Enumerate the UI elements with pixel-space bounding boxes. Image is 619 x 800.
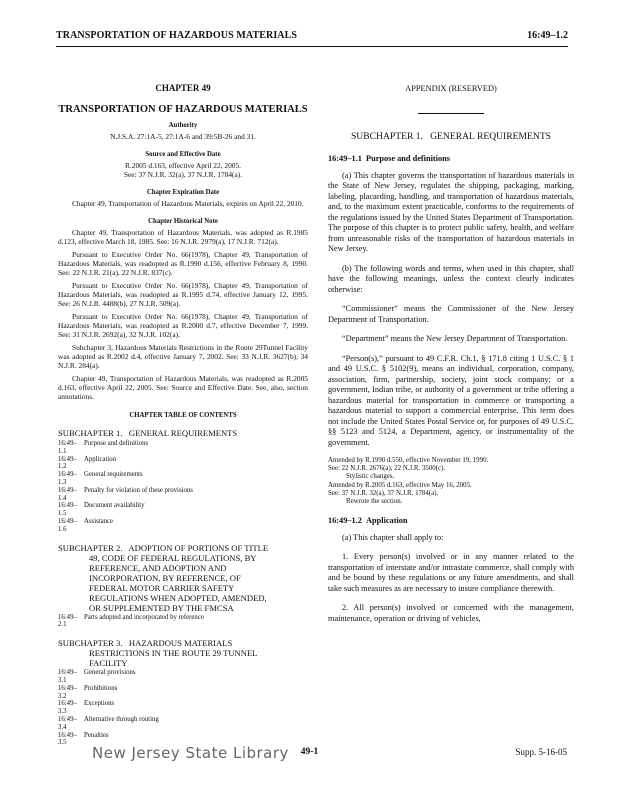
- chapter-number: CHAPTER 49: [155, 83, 211, 93]
- definition-person: “Person(s),” pursuant to 49 C.F.R. Ch.1, § 171.8 citing 1 U.S.C. § 1 and 49 U.S.C. § 5102(9), means an individual, corporation, company, association, firm, partnership, society, joint stock company; or a government, Indian tribe, or authority of a government or tribe offering a hazardous material for transportation in commerce or transporting a hazardous material to support a commercial enterprise. This term does not include the United States Postal Service or, for purposes of 49 U.S.C. §§ 5123 and 5124, a Department, agency, or instrumentality of the government.: [328, 353, 574, 447]
- section-title: Application: [366, 516, 408, 526]
- running-header-title: TRANSPORTATION OF HAZARDOUS MATERIALS: [56, 30, 298, 41]
- toc-entry[interactable]: [58, 502, 308, 518]
- toc-subchapter-2-line: OR SUPPLEMENTED BY THE FMCSA: [89, 602, 234, 613]
- running-header: [56, 30, 568, 44]
- toc-subchapter-3: [58, 638, 308, 668]
- paragraph-2a: (a) This chapter shall apply to:: [342, 532, 444, 542]
- toc-subchapter-3-line: SUBCHAPTER 3. HAZARDOUS MATERIALS: [58, 638, 233, 649]
- toc-subchapter-3-list: [58, 669, 308, 747]
- toc-entry-number: 16:49–1.5: [58, 502, 77, 518]
- toc-entry-title: Alternative through routing: [84, 715, 159, 723]
- toc-entry-title: Document availability: [84, 502, 145, 510]
- history-note: Pursuant to Executive Order No. 66(1978), Chapter 49, Transportation of Hazardous Materials, was readopted as R.1990 d.156, effective February 8, 1990. See: 22 N.J.R. 21(a), 22 N.J.R. 837(c).: [58, 250, 308, 277]
- toc-heading: CHAPTER TABLE OF CONTENTS: [129, 412, 237, 419]
- toc-subchapter-1-list: [58, 440, 308, 534]
- section-heading: [328, 154, 574, 165]
- library-watermark-logo: New Jersey State Library: [92, 744, 289, 762]
- toc-subchapter-2-line: 49, CODE OF FEDERAL REGULATIONS, BY: [89, 552, 257, 563]
- toc-entry[interactable]: [58, 614, 308, 630]
- toc-entry-title: Application: [84, 455, 117, 463]
- section-heading: [328, 516, 574, 527]
- authority-text: N.J.S.A. 27:1A-5, 27:1A-6 and 39:5B-26 and 31.: [110, 132, 256, 141]
- amendment-note: See: 37 N.J.R. 32(a), 37 N.J.R. 1784(a).: [328, 489, 439, 497]
- expiration-text: Chapter 49, Transportation of Hazardous Materials, expires on April 22, 2010.: [72, 199, 304, 208]
- toc-subchapter-1: SUBCHAPTER 1. GENERAL REQUIREMENTS: [58, 428, 238, 438]
- paragraph-a: (a) This chapter governs the transportation of hazardous materials in the State of New Jersey, regulates the shipping, packaging, marking, labeling, placarding, handling, and transportation of hazardous materials, and, to the maximum extent practicable, conforms to the requirements of the regulations issued by the United States Department of Transportation. The purpose of this chapter is to protect public safety, health, and welfare from unreasonable risks of the transportation of hazardous materials in New Jersey.: [328, 170, 574, 253]
- toc-entry-number: 16:49–1.4: [58, 486, 77, 502]
- toc-entry[interactable]: [58, 471, 308, 487]
- chapter-title: TRANSPORTATION OF HAZARDOUS MATERIALS: [58, 104, 308, 115]
- page-number: 49-1: [300, 747, 319, 757]
- toc-subchapter-2-line: REFERENCE, AND ADOPTION AND: [89, 562, 227, 573]
- history-note: Chapter 49, Transportation of Hazardous Materials, was readopted as R.2005 d.163, effective April 22, 2005. See: Source and Effective Date. See, also, section annotations.: [58, 374, 308, 401]
- authority-heading: Authority: [168, 122, 198, 129]
- expiration-heading: Chapter Expiration Date: [146, 189, 220, 196]
- appendix-heading: APPENDIX (RESERVED): [405, 84, 497, 93]
- toc-subchapter-3-line: FACILITY: [89, 658, 128, 669]
- history-heading: Chapter Historical Note: [148, 218, 218, 225]
- toc-entry-number: 16:49–3.5: [58, 731, 77, 747]
- amendment-note: Rewrote the section.: [346, 498, 403, 506]
- toc-entry[interactable]: [58, 669, 308, 685]
- toc-entry-title: Prohibitions: [84, 684, 118, 692]
- toc-entry-title: Penalties: [84, 731, 109, 739]
- toc-entry-number: 16:49–1.3: [58, 471, 77, 486]
- definition-commissioner: “Commissioner” means the Commissioner of the New Jersey Department of Transportation.: [328, 304, 574, 324]
- toc-entry[interactable]: [58, 700, 308, 716]
- toc-entry-title: General requirements: [84, 471, 143, 479]
- source-heading: Source and Effective Date: [145, 151, 221, 158]
- toc-subchapter-2-line: FEDERAL MOTOR CARRIER SAFETY: [89, 582, 235, 593]
- toc-subchapter-2-line: INCORPORATION, BY REFERENCE, OF: [89, 572, 241, 583]
- amendment-note: Stylistic changes.: [346, 473, 395, 481]
- section-number: 16:49–1.2: [328, 516, 362, 526]
- history-note: Subchapter 3, Hazardous Materials Restrictions in the Route 29Tunnel Facility was adopted as R.2002 d.4, effective January 7, 2002. See: 33 N.J.R. 3627(b), 34 N.J.R. 284(a).: [58, 343, 308, 370]
- right-column: [328, 84, 574, 633]
- amendment-note: See: 22 N.J.R. 2676(a), 22 N.J.R. 3500(c).: [328, 465, 446, 473]
- toc-subchapter-2-line: REGULATIONS WHEN ADOPTED, AMENDED,: [89, 592, 267, 603]
- amendment-note: Amended by R.2005 d.163, effective May 16, 2005.: [328, 481, 472, 489]
- toc-subchapter-2-line: SUBCHAPTER 2. ADOPTION OF PORTIONS OF TITLE: [58, 542, 269, 553]
- running-header-section: 16:49–1.2: [527, 30, 568, 41]
- toc-entry-number: 16:49–3.1: [58, 669, 77, 684]
- toc-entry-number: 16:49–2.1: [58, 613, 77, 629]
- supplement-date: Supp. 5-16-05: [515, 747, 567, 757]
- header-rule: [56, 46, 568, 47]
- toc-entry-title: Exceptions: [84, 700, 115, 708]
- toc-entry-number: 16:49–1.1: [58, 440, 77, 455]
- toc-entry[interactable]: [58, 456, 308, 472]
- toc-entry-number: 16:49–1.6: [58, 517, 77, 533]
- history-note: Pursuant to Executive Order No. 66(1978), Chapter 49, Transportation of Hazardous Materials, was readopted as R.1995 d.74, effective January 12, 1995. See: 26 N.J.R. 4488(b), 27 N.J.R. 509(a).: [58, 281, 308, 308]
- history-note: Pursuant to Executive Order No. 66(1978), Chapter 49, Transportation of Hazardous Materials, was readopted as R.2000 d.7, effective December 7, 1999. See: 31 N.J.R. 2692(a), 32 N.J.R. 102(a).: [58, 312, 308, 339]
- section-number: 16:49–1.1: [328, 154, 362, 163]
- paragraph-b: (b) The following words and terms, when used in this chapter, shall have the following meanings, unless the context clearly indicates otherwise:: [328, 263, 574, 294]
- amendment-note: Amended by R.1990 d.550, effective November 19, 1990.: [328, 457, 489, 464]
- toc-subchapter-2: [58, 543, 308, 613]
- toc-entry[interactable]: [58, 440, 308, 456]
- toc-subchapter-3-line: RESTRICTIONS IN THE ROUTE 29 TUNNEL: [89, 648, 258, 659]
- list-item-2: 2. All person(s) involved or concerned with the management, maintenance, operation or driving of vehicles,: [328, 603, 574, 623]
- list-item-1: 1. Every person(s) involved or in any manner related to the transportation of interstate and/or intrastate commerce, shall comply with and be bound by these regulations or any future amendments, and shall take such measures as are necessary to insure compliance therewith.: [328, 552, 574, 593]
- toc-entry[interactable]: [58, 518, 308, 534]
- toc-entry[interactable]: [58, 716, 308, 732]
- history-note: Chapter 49, Transportation of Hazardous Materials, was adopted as R.1985 d.123, effective March 18, 1985. See: 16 N.J.R. 2979(a), 17 N.J.R. 712(a).: [58, 228, 308, 246]
- section-divider: [418, 113, 484, 114]
- amendment-notes: [328, 457, 574, 506]
- definition-department: “Department” means the New Jersey Department of Transportation.: [342, 334, 568, 343]
- toc-entry-number: 16:49–3.3: [58, 700, 77, 716]
- source-line-1: R.2005 d.163, effective April 22, 2005.: [124, 161, 242, 170]
- toc-entry-title: Parts adopted and incorporated by reference: [84, 613, 204, 621]
- toc-entry-title: General provisions: [84, 669, 136, 677]
- source-line-2: See: 37 N.J.R. 32(a), 37 N.J.R. 1784(a).: [123, 170, 243, 179]
- toc-entry-title: Penalty for violation of these provisions: [84, 486, 193, 494]
- toc-entry[interactable]: [58, 487, 308, 503]
- toc-entry[interactable]: [58, 685, 308, 701]
- toc-entry-number: 16:49–3.4: [58, 715, 77, 731]
- toc-entry-title: Assistance: [84, 517, 114, 525]
- section-title: Purpose and definitions: [366, 154, 450, 163]
- toc-entry-title: Purpose and definitions: [84, 440, 149, 447]
- toc-entry-number: 16:49–1.2: [58, 455, 77, 471]
- left-column: [58, 84, 308, 747]
- toc-entry-number: 16:49–3.2: [58, 684, 77, 700]
- subchapter-heading: SUBCHAPTER 1. GENERAL REQUIREMENTS: [350, 130, 552, 142]
